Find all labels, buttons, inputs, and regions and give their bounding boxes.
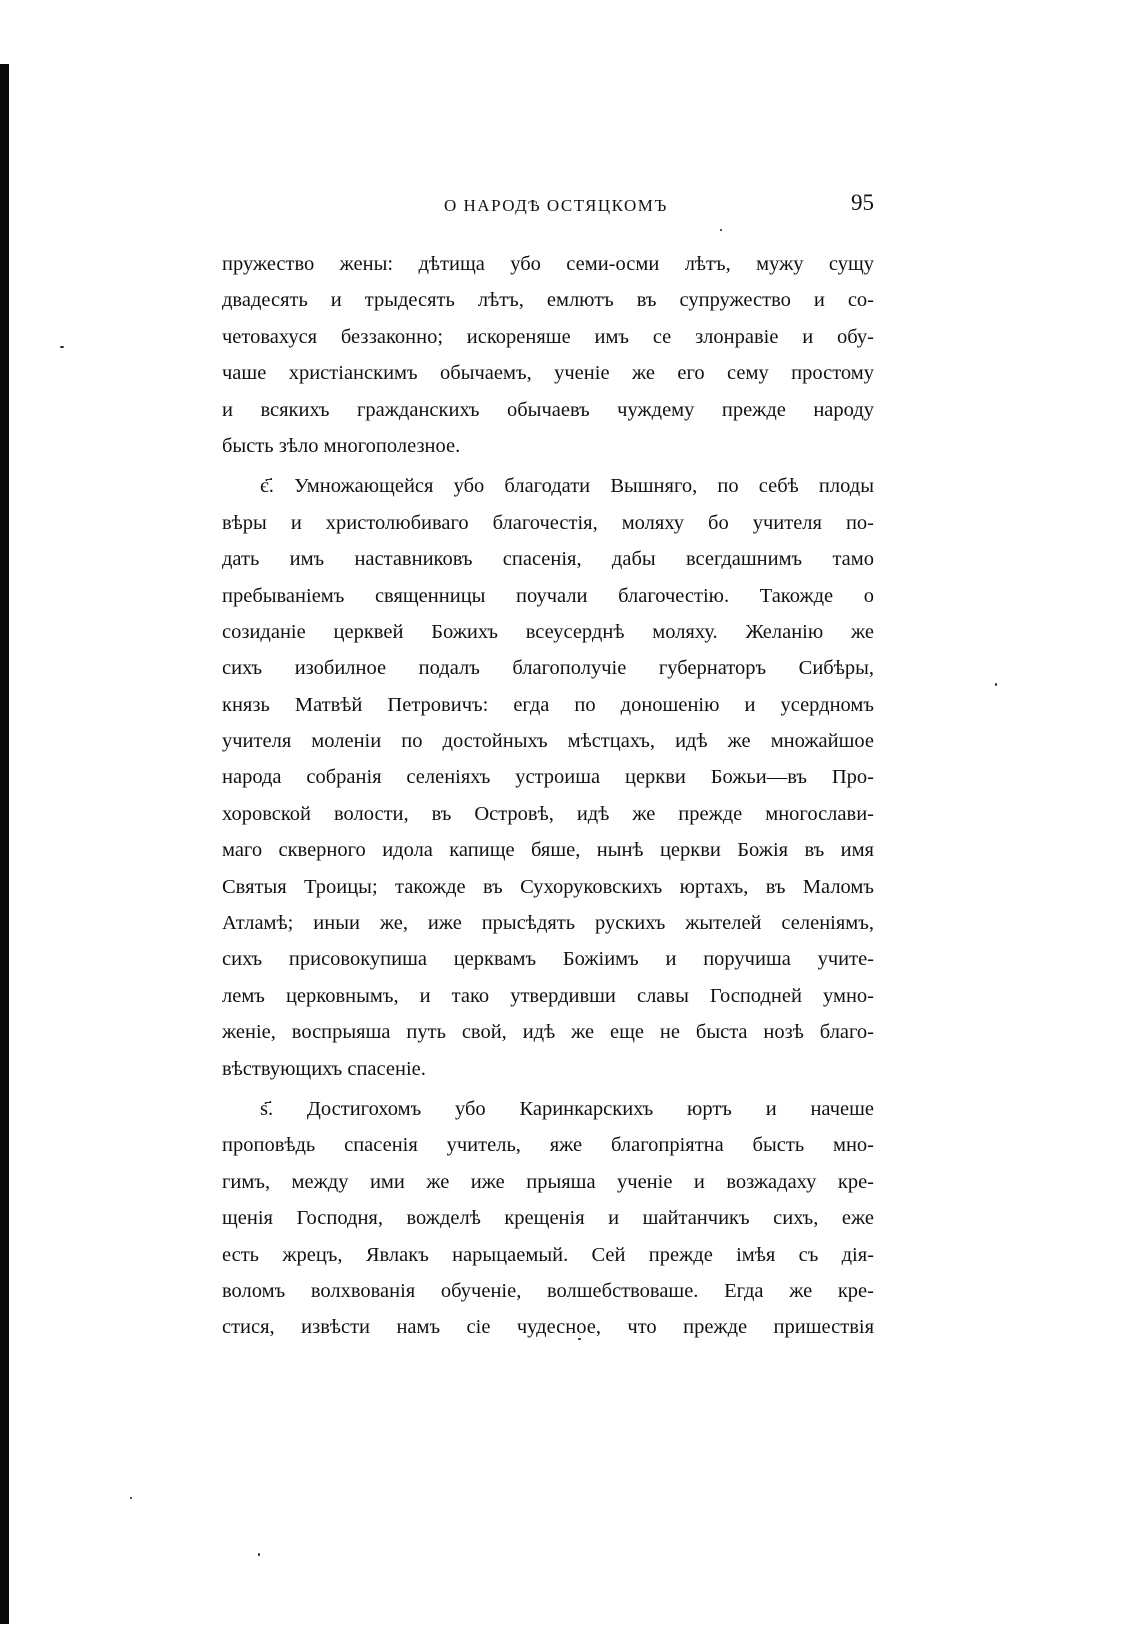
text-line: и всякихъ гражданскихъ обычаевъ чуждему прежде народу: [222, 398, 874, 421]
text-line: гимъ, между ими же иже прыяша ученіе и возжадаху кре-: [222, 1170, 874, 1193]
text-line: стися, извѣсти намъ сіе чудесное, что прежде пришествія: [222, 1316, 874, 1339]
scan-speck: [130, 1497, 132, 1499]
paragraph-6: [222, 1091, 874, 1346]
paragraph-5: [222, 468, 874, 1087]
text-line: женіе, воспрыяша путь свой, идѣ же еще не быста нозѣ благо-: [222, 1021, 874, 1044]
text-line: сихъ присовокупиша церквамъ Божіимъ и поручиша учите-: [222, 948, 874, 971]
text-line: сихъ изобилное подалъ благополучіе губернаторъ Сибѣры,: [222, 657, 874, 680]
text-line: четовахуся беззаконно; искореняше имъ се злонравіе и обу-: [222, 325, 874, 348]
running-title: О НАРОДѢ ОСТЯЦКОМЪ: [444, 196, 668, 215]
text-line: маго скверного идола капище бяше, нынѣ церкви Божія въ имя: [222, 839, 874, 862]
text-line: вѣры и христолюбиваго благочестія, моляху бо учителя по-: [222, 511, 874, 534]
text-line: созиданіе церквей Божихъ всеусерднѣ моляху. Желанію же: [222, 620, 874, 643]
page-number: 95: [851, 190, 874, 215]
text-line: є҃. Умножающейся убо благодати Вышняго, по себѣ плоды: [260, 475, 874, 498]
text-line: щенія Господня, вожделѣ крещенія и шайтанчикъ сихъ, еже: [222, 1207, 874, 1230]
text-line: есть жрецъ, Явлакъ нарыцаемый. Сей прежде імѣя съ дія-: [222, 1243, 874, 1266]
text-line: Святыя Троицы; такожде въ Сухоруковскихъ юртахъ, въ Маломъ: [222, 875, 874, 898]
scan-binding-edge: [0, 64, 9, 1624]
scan-speck: [258, 1553, 260, 1556]
scan-speck: [60, 346, 64, 348]
scan-speck: [995, 683, 997, 686]
text-line: хоровской волости, въ Островѣ, идѣ же прежде многослави-: [222, 802, 874, 825]
text-line: народа собранія селеніяхъ устроиша церкви Божьи—въ Про-: [222, 766, 874, 789]
text-line: лемъ церковнымъ, и тако утвердивши славы Господней умно-: [222, 984, 874, 1007]
text-line: вѣствующихъ спасеніе.: [222, 1057, 426, 1080]
text-line: двадесять и трыдесять лѣтъ, емлютъ въ супружество и со-: [222, 289, 874, 312]
text-line: князь Матвѣй Петровичъ: егда по доношенію и усердномъ: [222, 693, 874, 716]
body-text: [222, 246, 874, 1346]
text-line: пружество жены: дѣтища убо семи-осми лѣтъ, мужу сущу: [222, 253, 874, 275]
text-line: дать имъ наставниковъ спасенія, дабы всегдашнимъ тамо: [222, 548, 874, 571]
text-line: пребываніемъ священницы поучали благочестію. Такожде о: [222, 584, 874, 607]
paragraph-1: [222, 246, 874, 464]
text-line: бысть зѣло многополезное.: [222, 434, 461, 457]
text-line: воломъ волхвованія обученіе, волшебствоваше. Егда же кре-: [222, 1279, 874, 1302]
scan-speck: [720, 229, 722, 231]
text-line: Атламѣ; иныи же, иже прысѣдять рускихъ жытелей селеніямъ,: [222, 912, 874, 935]
text-line: ѕ҃. Достигохомъ убо Каринкарскихъ юртъ и начеше: [260, 1097, 874, 1120]
text-line: проповѣдь спасенія учитель, яже благопріятна бысть мно-: [222, 1134, 874, 1157]
text-line: чаше христіанскимъ обычаемъ, ученіе же его сему простому: [222, 362, 874, 385]
running-head: [222, 190, 874, 224]
text-line: учителя моленіи по достойныхъ мѣстцахъ, идѣ же множайшое: [222, 730, 874, 753]
